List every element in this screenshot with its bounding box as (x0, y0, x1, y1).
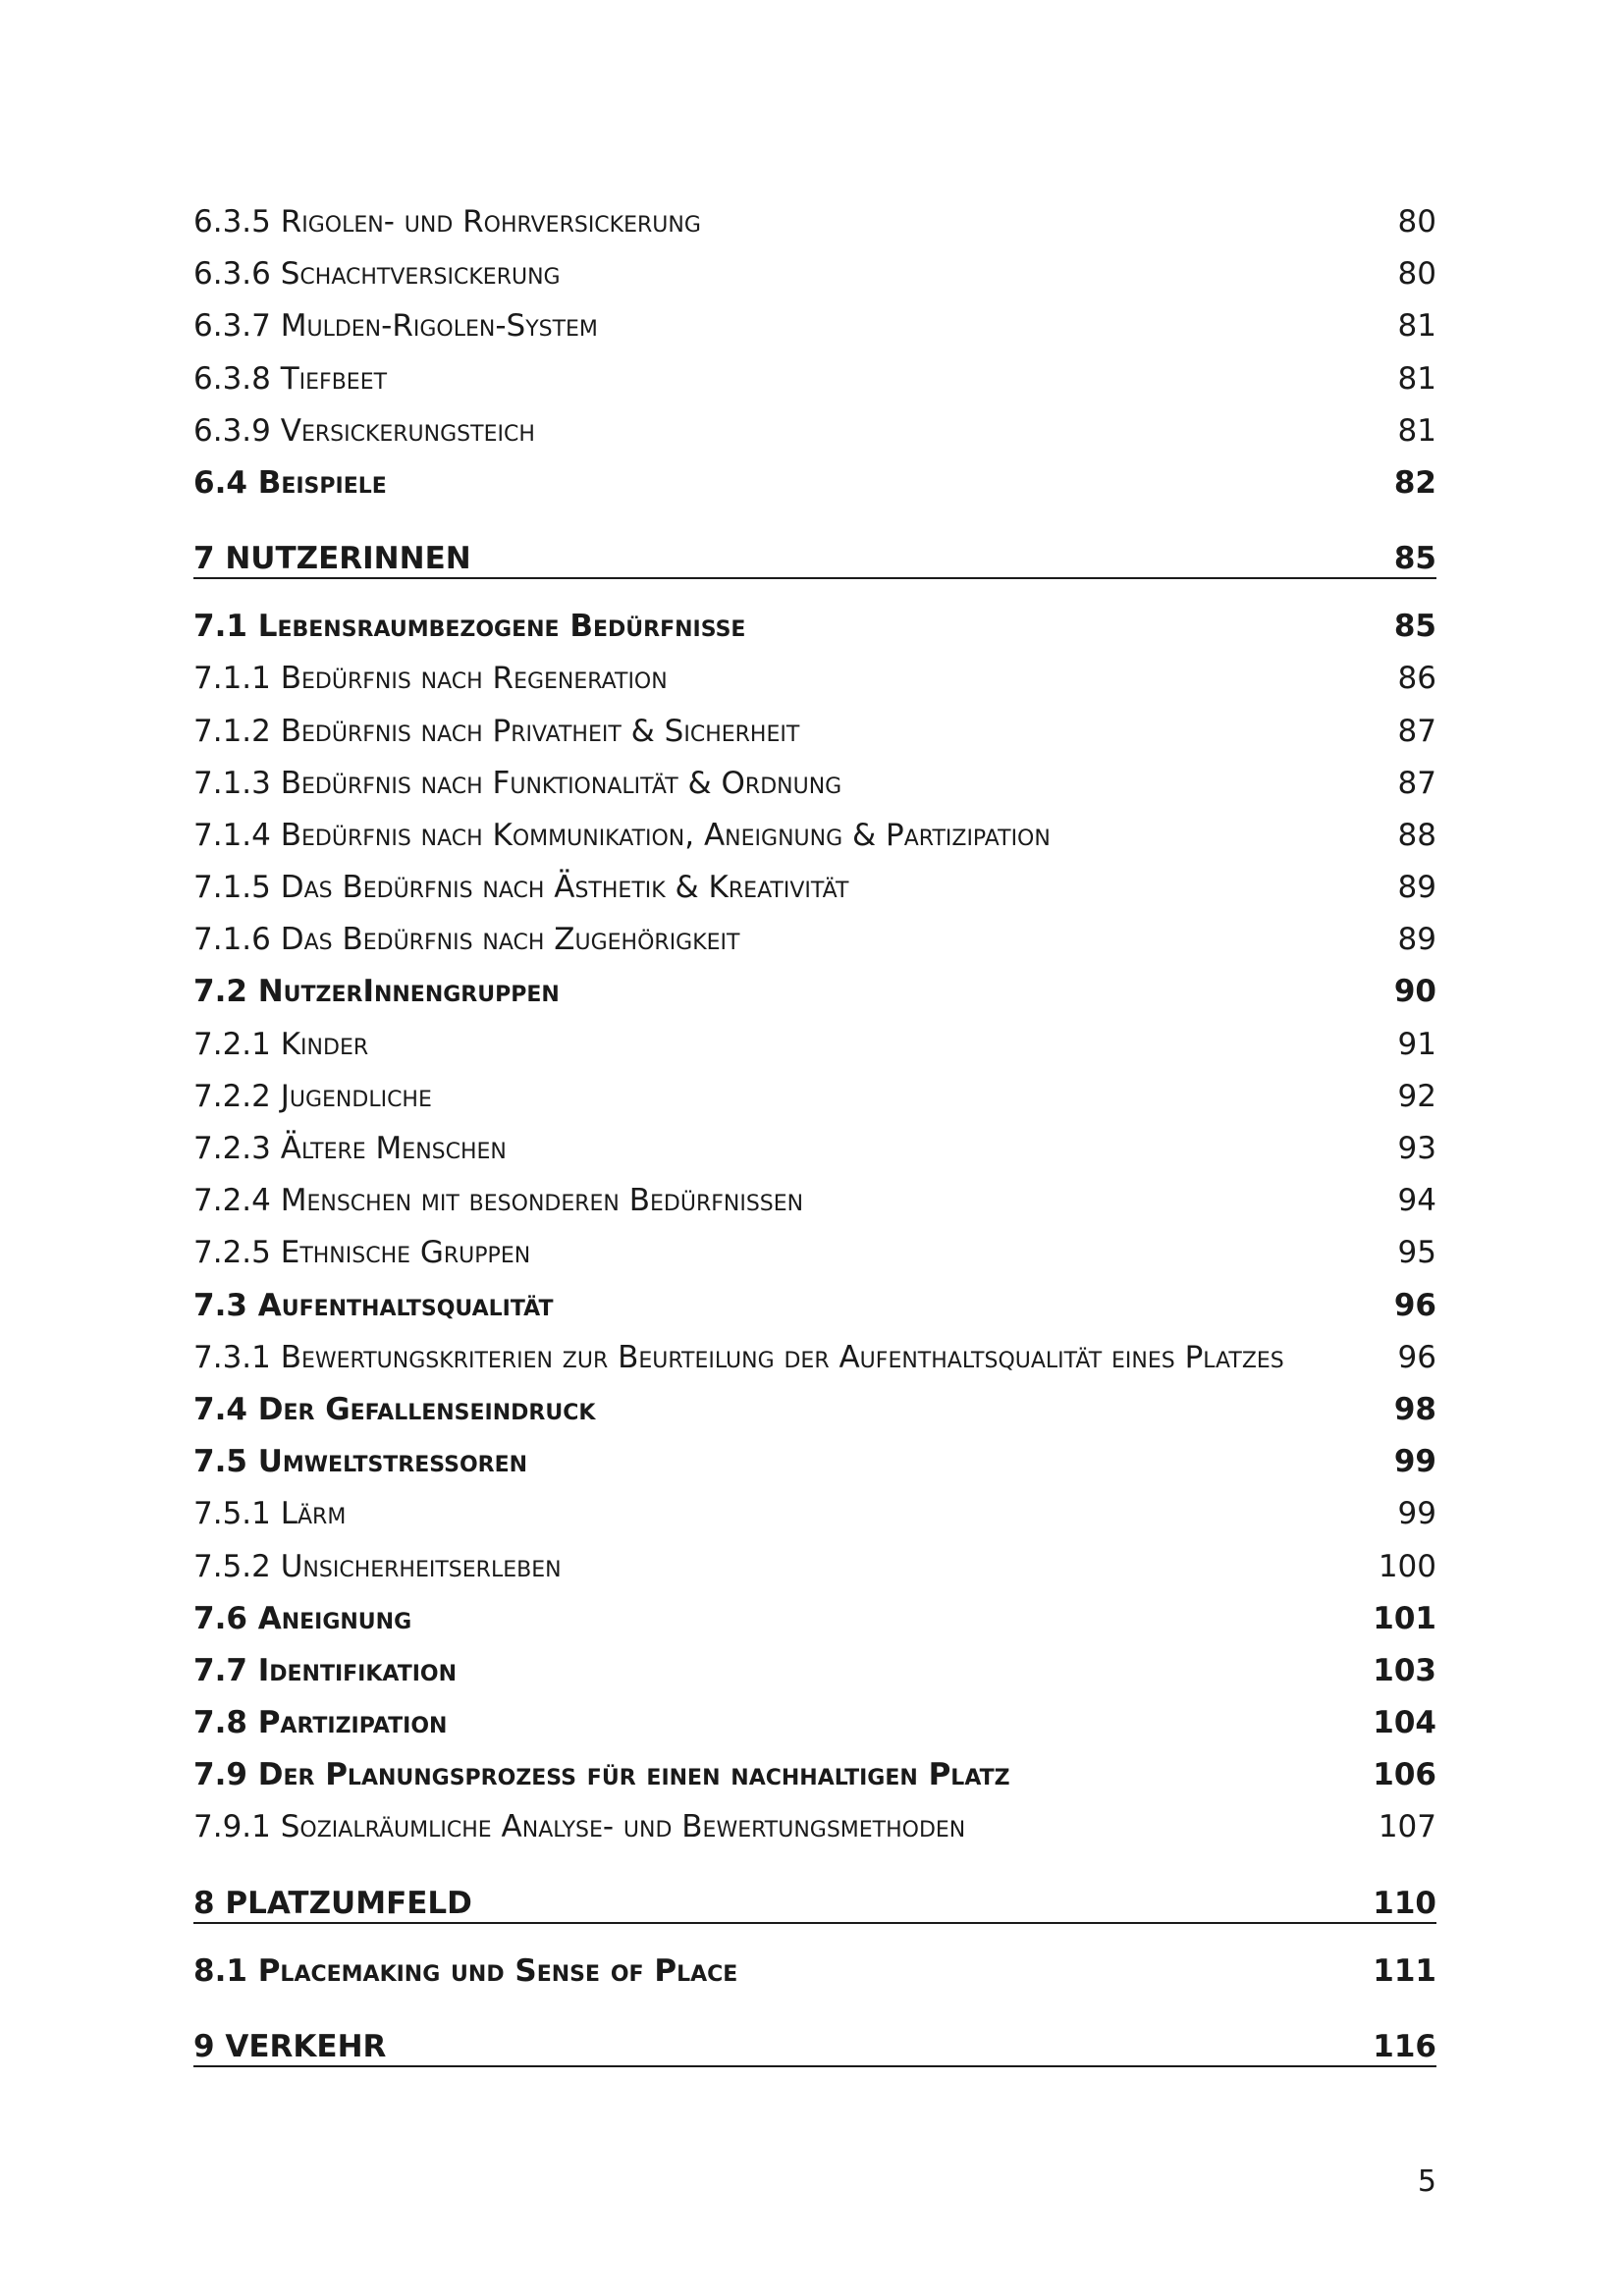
toc-entry-page: 80 (1397, 204, 1436, 240)
toc-subsection-row (193, 405, 1436, 457)
toc-entry-page: 85 (1393, 609, 1436, 645)
toc-section-row (193, 1384, 1436, 1436)
toc-subsection-row (193, 1541, 1436, 1593)
toc-entry-page: 103 (1373, 1652, 1436, 1688)
toc-subsection-row (193, 196, 1436, 248)
toc-entry-title: 7.2.4 Menschen mit besonderen Bedürfnissen (193, 1183, 804, 1219)
toc-entry-title: 6.3.8 Tiefbeet (193, 360, 388, 397)
toc-entry-page: 82 (1393, 464, 1436, 501)
toc-entry-title: 6.3.7 Mulden-Rigolen-System (193, 308, 598, 345)
toc-entry-title: 7.5.1 Lärm (193, 1496, 347, 1532)
toc-entry-title: 7.2.3 Ältere Menschen (193, 1131, 507, 1166)
toc-subsection-row (193, 1488, 1436, 1540)
toc-chapter-row (193, 541, 1436, 579)
toc-subsection-row (193, 1332, 1436, 1384)
toc-subsection-row (193, 300, 1436, 352)
page-number: 5 (1417, 2164, 1436, 2199)
toc-entry-title: 7.5 Umweltstressoren (193, 1444, 528, 1480)
toc-entry-title: 7.1.4 Bedürfnis nach Kommunikation, Aneignung & Partizipation (193, 817, 1051, 853)
toc-entry-title: 7.1.6 Das Bedürfnis nach Zugehörigkeit (193, 922, 740, 958)
toc-subsection-row (193, 1071, 1436, 1123)
toc-entry-title: 7.9.1 Sozialräumliche Analyse- und Bewertungsmethoden (193, 1809, 966, 1845)
toc-entry-page: 100 (1378, 1548, 1436, 1584)
toc-entry-title: 7.2.2 Jugendliche (193, 1078, 432, 1114)
toc-subsection-row (193, 758, 1436, 810)
toc-subsection-row (193, 1019, 1436, 1071)
toc-subsection-row (193, 1175, 1436, 1227)
toc-entry-title: 7 NUTZERINNEN (193, 541, 471, 577)
toc-subsection-row (193, 862, 1436, 914)
toc-entry-page: 99 (1397, 1496, 1436, 1532)
toc-entry-page: 89 (1397, 922, 1436, 958)
toc-section-row (193, 457, 1436, 509)
toc-entry-page: 101 (1373, 1600, 1436, 1636)
toc-entry-page: 96 (1397, 1339, 1436, 1375)
toc-entry-page: 99 (1393, 1444, 1436, 1480)
toc-entry-page: 111 (1373, 1952, 1436, 1989)
toc-entry-page: 85 (1393, 541, 1436, 577)
toc-section-row (193, 1946, 1436, 1998)
toc-entry-page: 95 (1397, 1235, 1436, 1271)
table-of-contents (193, 196, 1436, 2089)
toc-entry-page: 116 (1373, 2028, 1436, 2064)
toc-entry-title: 7.9 Der Planungsprozess für einen nachhaltigen Platz (193, 1757, 1010, 1793)
toc-entry-page: 98 (1393, 1391, 1436, 1427)
toc-section-row (193, 966, 1436, 1018)
toc-entry-page: 87 (1397, 713, 1436, 749)
toc-entry-page: 81 (1397, 308, 1436, 345)
toc-entry-title: 7.4 Der Gefallenseindruck (193, 1391, 596, 1427)
toc-section-row (193, 601, 1436, 653)
toc-entry-page: 81 (1397, 360, 1436, 397)
toc-subsection-row (193, 653, 1436, 705)
toc-section-row (193, 1593, 1436, 1645)
toc-entry-page: 110 (1373, 1885, 1436, 1921)
toc-entry-title: 7.8 Partizipation (193, 1705, 448, 1741)
toc-entry-title: 9 VERKEHR (193, 2028, 387, 2064)
toc-entry-page: 86 (1397, 661, 1436, 697)
toc-entry-title: 7.1.2 Bedürfnis nach Privatheit & Sicherheit (193, 713, 800, 749)
toc-subsection-row (193, 706, 1436, 758)
toc-subsection-row (193, 1123, 1436, 1175)
toc-entry-title: 6.3.9 Versickerungsteich (193, 412, 535, 449)
toc-entry-page: 81 (1397, 412, 1436, 449)
toc-entry-title: 6.3.6 Schachtversickerung (193, 256, 561, 293)
toc-entry-title: 8.1 Placemaking und Sense of Place (193, 1952, 738, 1989)
toc-section-row (193, 1697, 1436, 1749)
toc-entry-title: 6.4 Beispiele (193, 464, 387, 501)
toc-entry-title: 7.6 Aneignung (193, 1600, 412, 1636)
toc-chapter-row (193, 2029, 1436, 2067)
toc-subsection-row (193, 248, 1436, 300)
toc-entry-title: 7.7 Identifikation (193, 1652, 458, 1688)
toc-entry-title: 7.5.2 Unsicherheitserleben (193, 1548, 562, 1584)
toc-entry-page: 94 (1397, 1183, 1436, 1219)
toc-entry-page: 106 (1373, 1757, 1436, 1793)
toc-subsection-row (193, 353, 1436, 405)
toc-entry-page: 89 (1397, 870, 1436, 906)
toc-section-row (193, 1749, 1436, 1801)
toc-entry-title: 7.1 Lebensraumbezogene Bedürfnisse (193, 609, 746, 645)
toc-section-row (193, 1645, 1436, 1697)
toc-entry-page: 107 (1378, 1809, 1436, 1845)
toc-section-row (193, 1280, 1436, 1332)
toc-subsection-row (193, 810, 1436, 862)
toc-entry-title: 7.1.1 Bedürfnis nach Regeneration (193, 661, 668, 697)
toc-entry-page: 93 (1397, 1131, 1436, 1166)
toc-entry-title: 7.1.3 Bedürfnis nach Funktionalität & Ordnung (193, 765, 842, 801)
toc-subsection-row (193, 914, 1436, 966)
toc-entry-page: 104 (1373, 1705, 1436, 1741)
toc-entry-title: 8 PLATZUMFELD (193, 1885, 472, 1921)
toc-entry-page: 92 (1397, 1078, 1436, 1114)
toc-entry-title: 7.3.1 Bewertungskriterien zur Beurteilung der Aufenthaltsqualität eines Platzes (193, 1339, 1284, 1375)
toc-entry-page: 96 (1393, 1287, 1436, 1323)
toc-chapter-row (193, 1886, 1436, 1924)
toc-entry-title: 6.3.5 Rigolen- und Rohrversickerung (193, 204, 701, 240)
toc-entry-title: 7.1.5 Das Bedürfnis nach Ästhetik & Kreativität (193, 870, 849, 906)
toc-entry-page: 87 (1397, 765, 1436, 801)
toc-entry-page: 91 (1397, 1026, 1436, 1062)
toc-entry-page: 88 (1397, 817, 1436, 853)
toc-entry-title: 7.2 NutzerInnengruppen (193, 974, 560, 1010)
toc-section-row (193, 1436, 1436, 1488)
toc-subsection-row (193, 1801, 1436, 1853)
toc-entry-title: 7.2.1 Kinder (193, 1026, 369, 1062)
toc-entry-title: 7.3 Aufenthaltsqualität (193, 1287, 554, 1323)
toc-entry-page: 80 (1397, 256, 1436, 293)
toc-entry-page: 90 (1393, 974, 1436, 1010)
toc-subsection-row (193, 1227, 1436, 1279)
toc-entry-title: 7.2.5 Ethnische Gruppen (193, 1235, 531, 1271)
